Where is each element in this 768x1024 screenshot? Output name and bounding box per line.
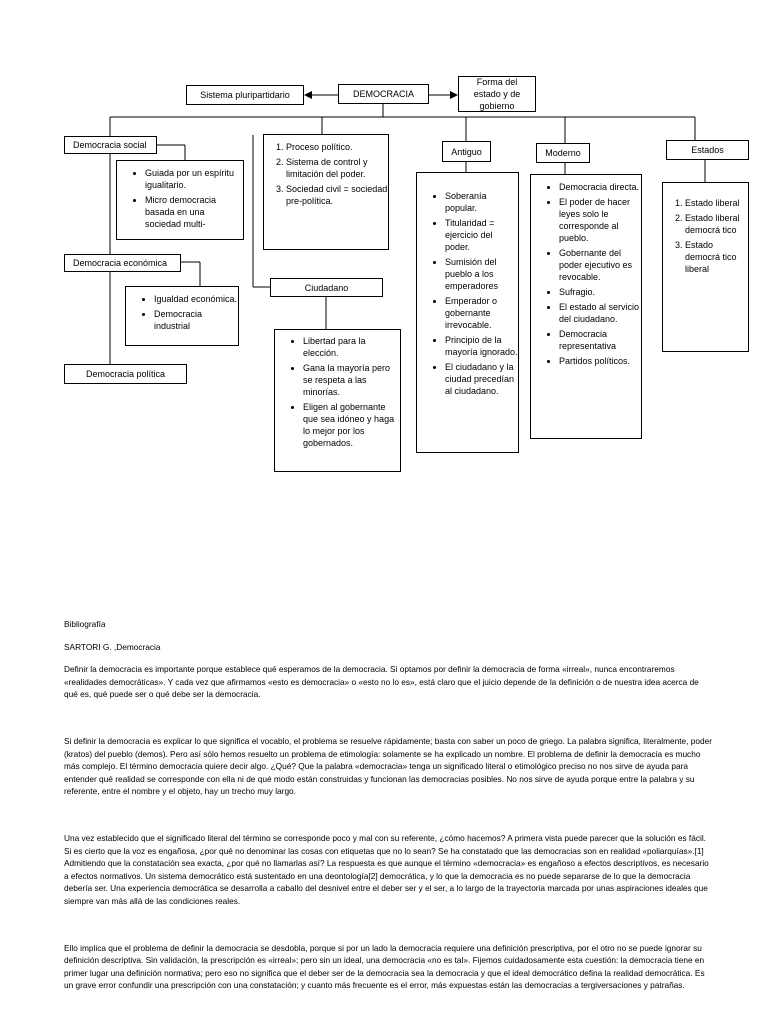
estados-list	[662, 182, 749, 352]
reference-line: SARTORI G. ,Democracia	[64, 641, 161, 652]
list-item: • Libertad para la elección.	[303, 335, 400, 359]
list-item: • Gobernante del poder ejecutivo es revocable.	[559, 247, 641, 283]
list-item: 1. Estado liberal	[685, 197, 748, 209]
list-item: • Igualdad económica.	[154, 293, 238, 305]
democracia-box	[338, 84, 429, 104]
democracia-social-box	[64, 136, 157, 154]
list-item: • Democracia industrial	[154, 308, 238, 332]
paragraph: Ello implica que el problema de definir la democracia se desdobla, porque si por un lado la democracia requiere una definición prescriptiva, por el otro no se puede ignorar su definición descriptiva. Sin validación, la prescripción es «irreal»; pero sin un ideal, una democracia «no es tal». Fijemos cuidadosamente esta cuestión: la democracia tiene en primer lugar una definición normativa; pero eso no significa que el deber ser de la democracia sea la democracia y que el ideal democrático defina la realidad democrática. Es un grave error confundir una prescripción con una constatación; y cuanto más frecuente es el error, más expuestas están las democracias a tergiversaciones y patrañas.	[64, 942, 705, 991]
antiguo-box	[442, 141, 491, 162]
bibliografia-heading: Bibliografía	[64, 619, 106, 629]
list-item: 2. Estado liberal democrá tico	[685, 212, 748, 236]
list-item: • Gana la mayoría pero se respeta a las minorías.	[303, 362, 400, 398]
democracia-social-label: Democracia social	[73, 140, 147, 150]
list-item: 3. Sociedad civil = sociedad pre-política.	[286, 183, 388, 207]
estados-label: Estados	[691, 145, 724, 155]
list-item: 3. Estado democrá tico liberal	[685, 239, 748, 275]
list-item: • Democracia representativa	[559, 328, 641, 352]
list-item: • El ciudadano y la ciudad precedían al ciudadano.	[445, 361, 518, 397]
list-item: • Emperador o gobernante irrevocable.	[445, 295, 518, 331]
paragraph: Una vez establecido que el significado literal del término se corresponde poco y mal con su referente, ¿cómo hacemos? A primera vista puede parecer que la solución es fácil. Si es cierto que la voz es engañosa, ¿por qué no denominar las cosas con etiquetas que no lo sean? Se ha constatado que las democracias son en realidad «poliarquías».[1] Admitiendo que la constatación sea exacta, ¿por qué no llamarlas así? La respuesta es que aunque el término «democracia» es engañoso a efectos descriptivos, es necesario a efectos normativos. Un sistema democrático está sustentado en una deontología[2] democrática, y lo que la democracia es no puede separarse de lo que la democracia debería ser. Una experiencia democrática se desarrolla a caballo del desnivel entre el deber ser y el ser, a lo largo de la trayectoria marcada por unas aspiraciones ideales que siempre van más allá de las condiciones reales.	[64, 832, 709, 906]
list-item: • Sufragio.	[559, 286, 641, 298]
list-item: • Sumisión del pueblo a los emperadores	[445, 256, 518, 292]
list-item: 1. Proceso político.	[286, 141, 388, 153]
list-item: • Democracia directa.	[559, 181, 641, 193]
democracia-label: DEMOCRACIA	[352, 89, 414, 99]
democracia-politica-label: Democracia política	[85, 369, 166, 379]
list-item: • El estado al servicio del ciudadano.	[559, 301, 641, 325]
ciudadano-label: Ciudadano	[304, 282, 349, 293]
concept-map	[0, 0, 768, 480]
ciudadano-box	[270, 278, 383, 297]
moderno-list	[530, 174, 642, 439]
list-item: 2. Sistema de control y limitación del poder.	[286, 156, 388, 180]
antiguo-label: Antiguo	[451, 146, 482, 157]
sistema-pluripartidario-box	[186, 85, 304, 105]
ciudadano-list	[274, 329, 401, 472]
moderno-label: Moderno	[545, 148, 581, 158]
antiguo-list	[416, 172, 519, 453]
list-item: • Partidos políticos.	[559, 355, 641, 367]
list-item: • El poder de hacer leyes solo le corresponde al pueblo.	[559, 196, 641, 244]
list-item: • Eligen al gobernante que sea idóneo y haga lo mejor por los gobernados.	[303, 401, 400, 449]
democracia-politica-box	[64, 364, 187, 384]
democracia-social-list	[116, 160, 244, 240]
list-item: • Principio de la mayoría ignorado.	[445, 334, 518, 358]
estados-box	[666, 140, 749, 160]
democracia-economica-list	[125, 286, 239, 346]
moderno-box	[536, 143, 590, 163]
list-item: • Titularidad = ejercicio del poder.	[445, 217, 518, 253]
democracia-economica-box	[64, 254, 181, 272]
list-item: • Micro democracia basada en una sociedad multi-	[145, 194, 243, 230]
document-text	[64, 618, 714, 992]
paragraph: Si definir la democracia es explicar lo que significa el vocablo, el problema se resuelve rápidamente; basta con saber un poco de griego. La palabra significa, literalmente, poder (kratos) del pueblo (demos). Pero así sólo hemos resuelto un problema de etimología: solamente se ha explicado un nombre. El problema de definir la democracia es mucho más complejo. El término democracia quiere decir algo. ¿Qué? Que la palabra «democracia» tenga un significado literal o etimológico preciso no nos sirve de ayuda para entender qué realidad se corresponde con ella ni de qué modo están construidas y funcionan las democracias posibles. No nos sirve de ayuda porque entre la palabra y su referente, entre el nombre y el objeto, hay un trecho muy largo.	[64, 735, 712, 797]
forma-estado-box	[458, 76, 536, 112]
list-item: • Soberanía popular.	[445, 190, 518, 214]
democracia-economica-label: Democracia económica	[73, 258, 168, 268]
paragraph: Definir la democracia es importante porque establece qué esperamos de la democracia. Si optamos por definir la democracia de forma «irreal», nunca encontraremos «realidades democráticas». Y cada vez que afirmamos «esto es democracia» o «esto no lo es», está claro que el juicio depende de la definición o de nuestra idea acerca de qué es, qué puede ser o qué debe ser la democracia.	[64, 664, 699, 700]
forma-label: Forma del estado y de gobierno	[473, 77, 521, 111]
proceso-politico-list	[263, 134, 389, 250]
list-item: • Guiada por un espíritu igualitario.	[145, 167, 243, 191]
sistema-label: Sistema pluripartidario	[200, 90, 290, 100]
